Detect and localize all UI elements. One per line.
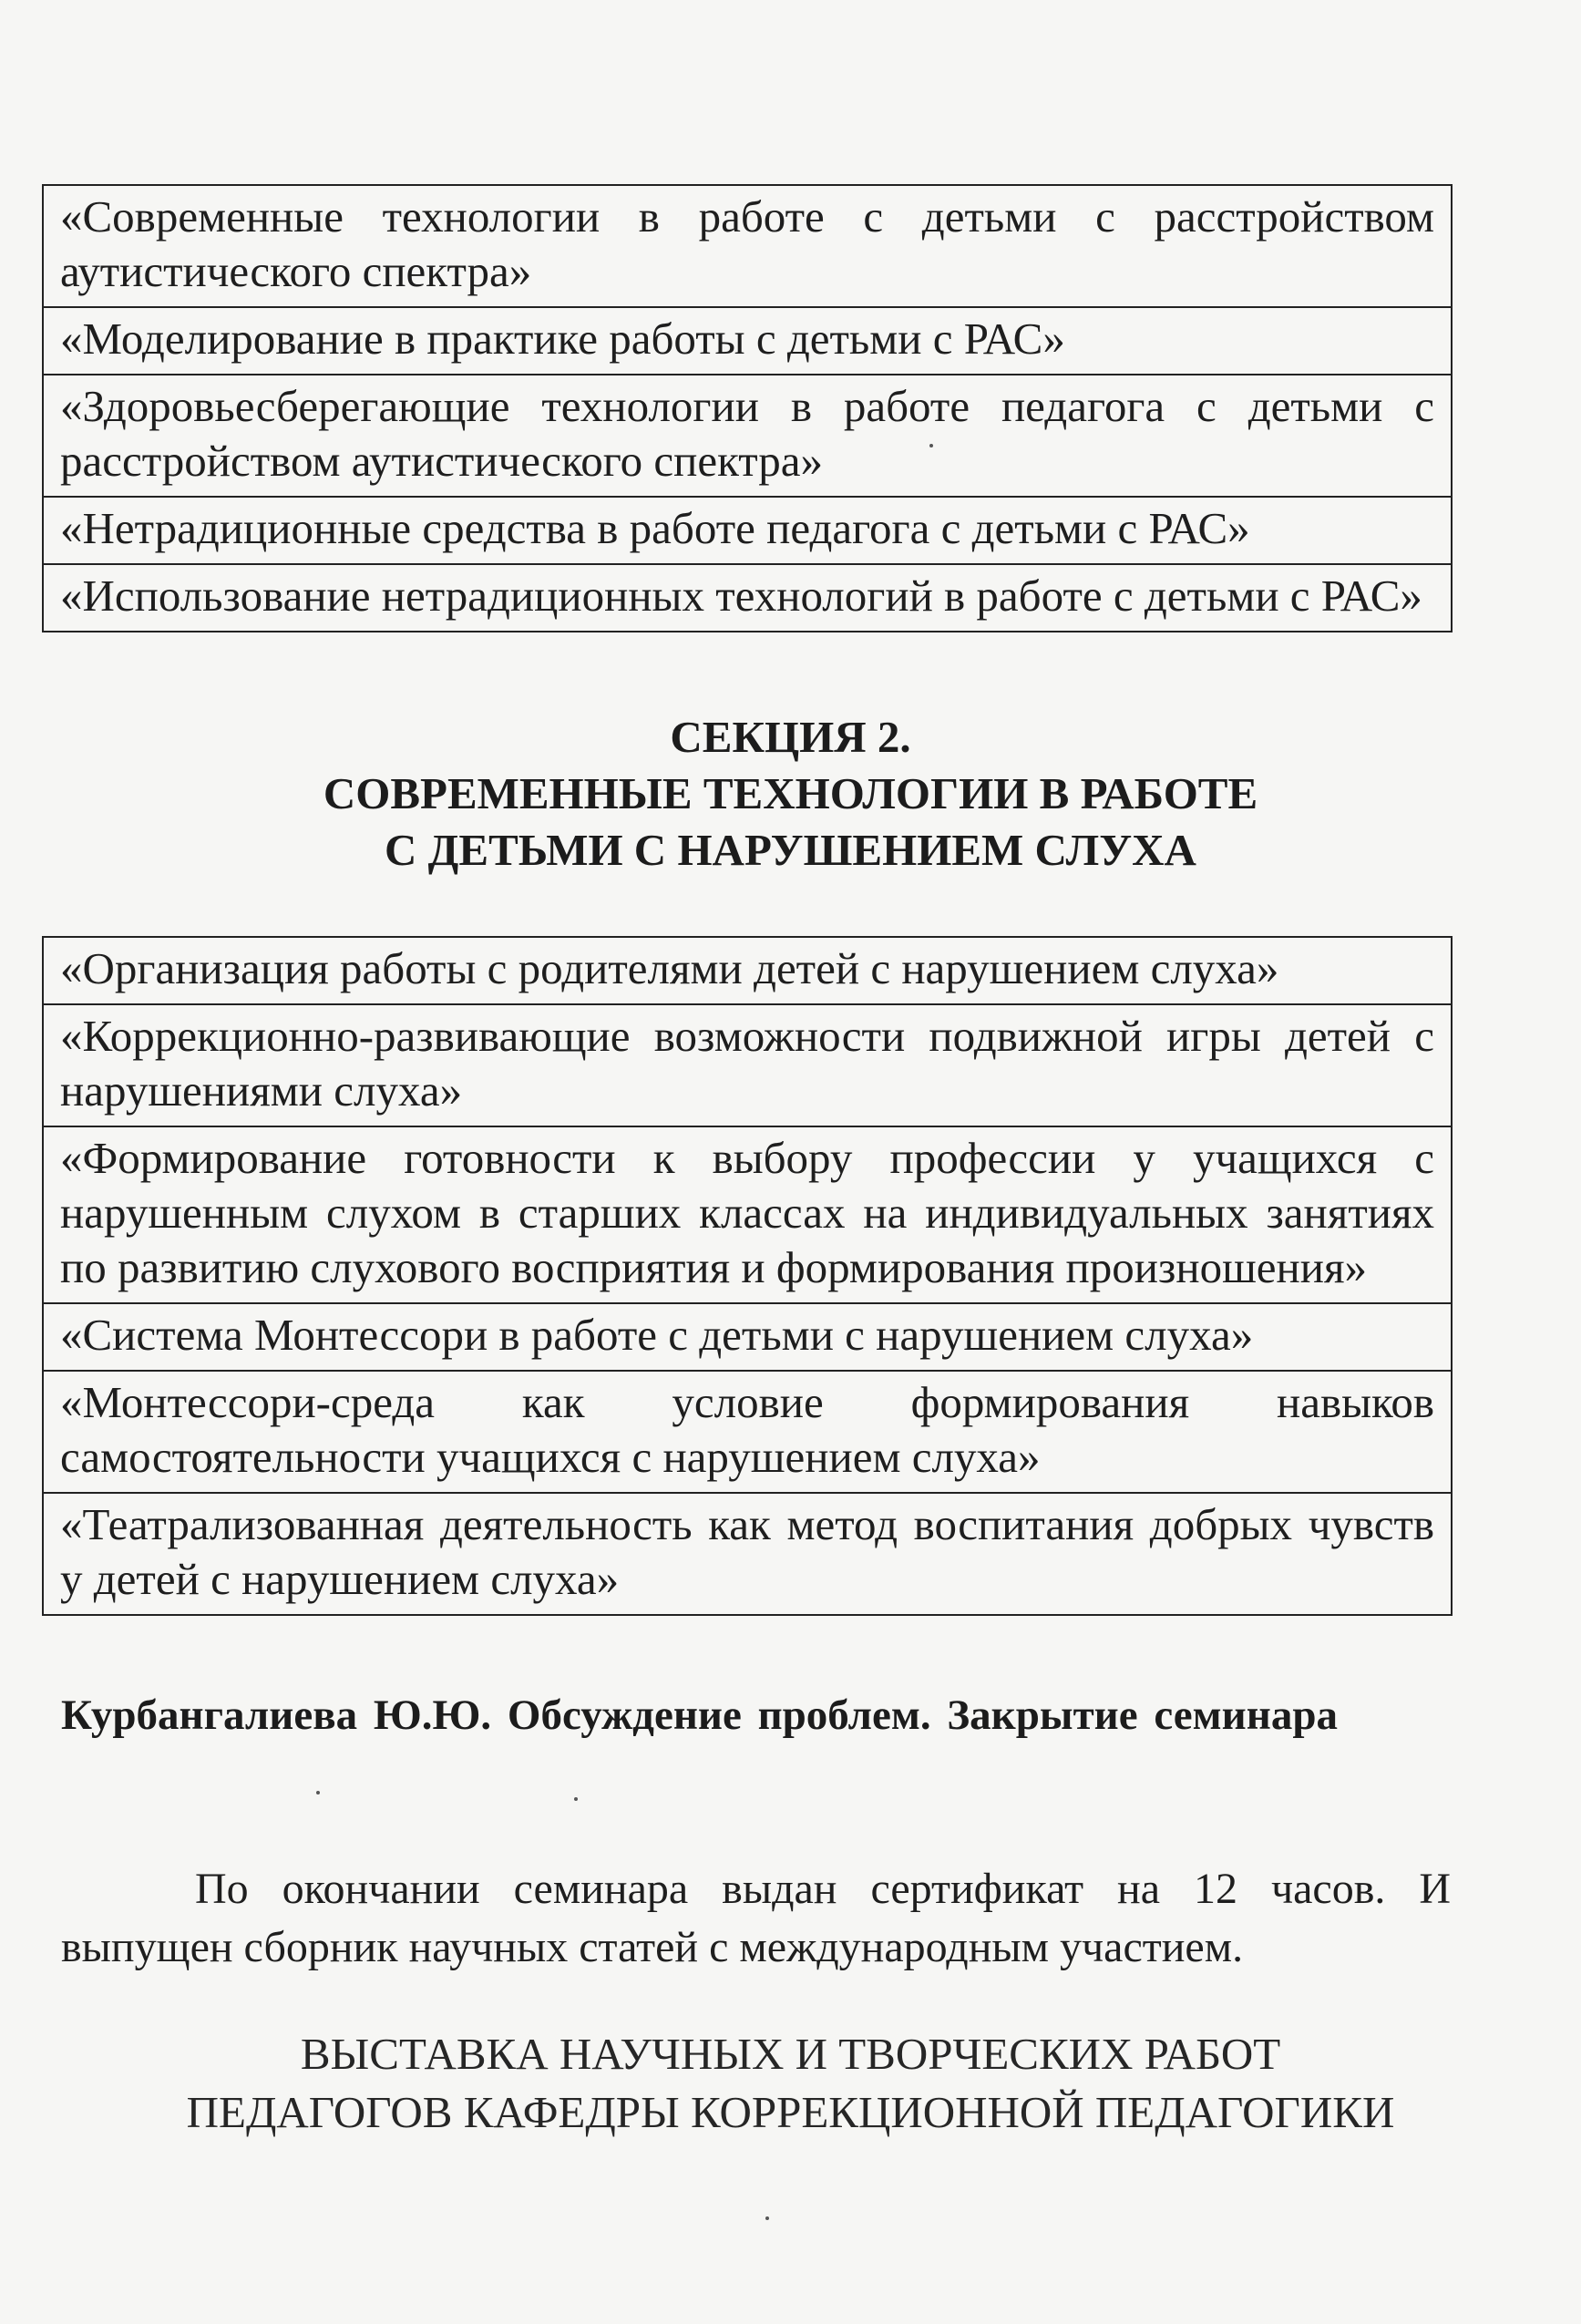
topic-cell: «Моделирование в практике работы с детьми с РАС» — [43, 307, 1452, 375]
section2-subtitle-line2: С ДЕТЬМИ С НАРУШЕНИЕМ СЛУХА — [385, 825, 1196, 875]
table-row — [43, 937, 1452, 1004]
section2-topics-table — [42, 936, 1453, 1616]
table-row — [43, 564, 1452, 632]
scan-speck — [765, 2216, 769, 2220]
table-row — [43, 1493, 1452, 1615]
section2-title: СЕКЦИЯ 2. — [670, 712, 911, 762]
topic-cell: «Современные технологии в работе с детьми с расстройством аутистического спектра» — [43, 185, 1452, 307]
table-row — [43, 1303, 1452, 1371]
topic-cell: «Система Монтессори в работе с детьми с нарушением слуха» — [43, 1303, 1452, 1371]
table-row — [43, 497, 1452, 564]
table-row — [43, 307, 1452, 375]
section1-topics-table — [42, 184, 1453, 632]
section2-heading — [0, 709, 1581, 879]
topic-cell: «Коррекционно-развивающие возможности подвижной игры детей с нарушениями слуха» — [43, 1004, 1452, 1126]
table-row — [43, 185, 1452, 307]
topic-cell: «Использование нетрадиционных технологий в работе с детьми с РАС» — [43, 564, 1452, 632]
scan-speck — [316, 1791, 320, 1794]
exhibition-heading-line2: ПЕДАГОГОВ КАФЕДРЫ КОРРЕКЦИОННОЙ ПЕДАГОГИКИ — [186, 2087, 1395, 2137]
topic-cell: «Нетрадиционные средства в работе педагога с детьми с РАС» — [43, 497, 1452, 564]
closing-remarks: Курбангалиева Ю.Ю. Обсуждение проблем. Закрытие семинара — [61, 1692, 1338, 1739]
scan-speck — [929, 444, 933, 447]
topic-cell: «Здоровьесберегающие технологии в работе педагога с детьми с расстройством аутистического спектра» — [43, 375, 1452, 497]
topic-cell: «Монтессори-среда как условие формирования навыков самостоятельности учащихся с нарушением слуха» — [43, 1371, 1452, 1493]
table-row — [43, 375, 1452, 497]
topic-cell: «Формирование готовности к выбору профессии у учащихся с нарушенным слухом в старших классах на индивидуальных занятиях по развитию слухового восприятия и формирования произношения» — [43, 1126, 1452, 1303]
table-row — [43, 1126, 1452, 1303]
exhibition-heading-line1: ВЫСТАВКА НАУЧНЫХ И ТВОРЧЕСКИХ РАБОТ — [300, 2029, 1281, 2079]
exhibition-heading — [0, 2025, 1581, 2142]
section2-subtitle-line1: СОВРЕМЕННЫЕ ТЕХНОЛОГИИ В РАБОТЕ — [323, 768, 1258, 818]
topic-cell: «Театрализованная деятельность как метод воспитания добрых чувств у детей с нарушением слуха» — [43, 1493, 1452, 1615]
table-row — [43, 1004, 1452, 1126]
topic-cell: «Организация работы с родителями детей с нарушением слуха» — [43, 937, 1452, 1004]
table-row — [43, 1371, 1452, 1493]
scan-speck — [574, 1797, 578, 1801]
certificate-paragraph: По окончании семинара выдан сертификат на 12 часов. И выпущен сборник научных статей с международным участием. — [61, 1865, 1451, 1971]
